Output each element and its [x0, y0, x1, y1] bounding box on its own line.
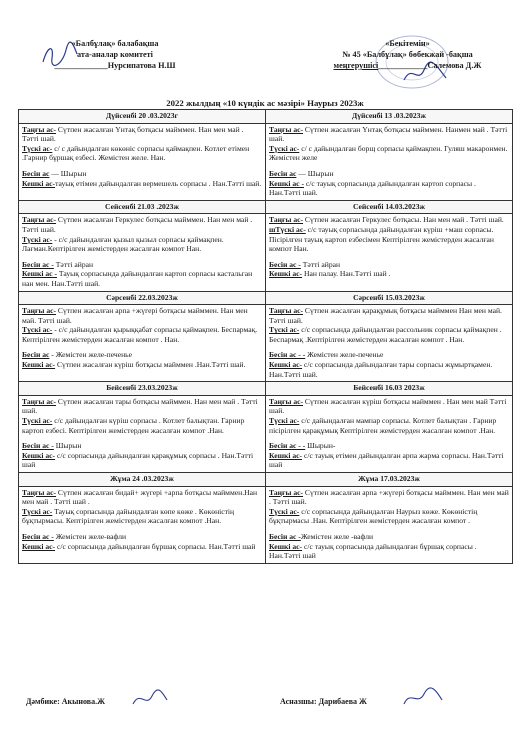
meal-label: Түскі ас-	[269, 416, 300, 426]
meal-label: Түскі ас-	[269, 506, 300, 516]
day-meals-row	[19, 305, 513, 382]
meal-item	[269, 306, 509, 325]
day-heading-left: Жұма 24 .03.2023ж	[19, 473, 266, 487]
meal-item	[269, 225, 509, 254]
meal-label: Кешкі ас-	[269, 541, 303, 551]
day-meals-row	[19, 214, 513, 291]
meal-label: Кешкі ас-	[269, 360, 303, 370]
meal-text: с/с тауық етімен дайындалған арпа жарма сорпасы. Нан.Тәтті шай	[269, 450, 504, 470]
meal-label: Түскі ас-	[269, 325, 300, 335]
day-heading-row	[19, 291, 513, 305]
menu-table	[18, 109, 513, 564]
meal-label: Кешкі ас-	[22, 360, 56, 370]
header-left-org: «Балбұлақ» балабақша	[71, 39, 159, 48]
meal-label: Таңғы ас-	[22, 124, 57, 134]
meal-label: Түскі ас-	[269, 143, 300, 153]
menu-table-body	[19, 110, 513, 564]
signature-footer-right-icon	[400, 686, 446, 710]
meal-label: Бесін ас -	[22, 531, 54, 541]
meal-item	[269, 125, 509, 144]
meal-label: Түскі ас-	[22, 416, 53, 426]
header-right-role: меңгерушісі	[333, 61, 379, 70]
meal-item	[269, 350, 509, 360]
meal-text: Сүтпен жасалған күріш ботқасы майммен .Нан.Тәтті шай.	[55, 360, 246, 370]
day-meals-row	[19, 395, 513, 472]
day-heading-row	[19, 473, 513, 487]
meal-label: шТүскі ас-	[269, 224, 306, 234]
meal-text: Тауық сорпасында дайындалған картоп сорпасы кастальган нан мен. Нан.Тәтті шай.	[22, 269, 253, 288]
meal-text: Сүтпен жасалған Геркулес ботқасы. Нан мен май . Тәтті шай.	[303, 215, 504, 225]
meal-item	[22, 306, 262, 325]
header-right-approve: «Бекітемін»	[385, 39, 430, 48]
header-right	[300, 38, 515, 71]
meal-item	[22, 260, 262, 270]
day-heading-right: Бейсенбі 16.03 2023ж	[266, 382, 513, 396]
meal-text: с/с дайындалған мампар сорпасы. Котлет балықтан . Гарнир пісірілген қарақұмық Кептірілген жемістерден жасалған компот .Нан.	[269, 416, 497, 435]
meal-text: с/с сорпасында дайындалған қарақұмық сорпасы . Нан.Тәтті шай	[22, 450, 254, 470]
meal-label: Таңғы ас-	[22, 306, 57, 316]
meal-item	[22, 325, 262, 344]
meal-item	[269, 179, 509, 198]
day-heading-left: Сәрсенбі 22.03.2023ж	[19, 291, 266, 305]
day-heading-left: Бейсенбі 23.03.2023ж	[19, 382, 266, 396]
meal-item	[269, 325, 509, 344]
header-left-committee: ата-аналар комитеті	[77, 50, 153, 59]
meal-text: Сүтпен жасалған арпа +жүгері ботқасы майммен. Нан мен май . Тәтті шай.	[269, 487, 509, 507]
day-meals-right	[266, 395, 513, 472]
day-meals-right	[266, 305, 513, 382]
footer-left: Дәмбике: Акынова.Ж	[26, 697, 106, 706]
meal-text: Жемістен желе-вафли	[53, 531, 127, 541]
meal-text: Шырын	[53, 441, 82, 451]
signature-footer-left-icon	[130, 688, 170, 710]
meal-label: Таңғы ас-	[269, 215, 304, 225]
meal-label: Кешкі ас-	[22, 178, 56, 188]
meal-text: Сүтпен жасалған бидай+ жүгері +арпа ботқасы майммен.Нан мен май . Тәтті шай .	[22, 487, 258, 507]
meal-label: Түскі ас-	[22, 506, 53, 516]
meal-text: с/с тауық сорпасында дайындалған бұршақ сорпасы . Нан.Тәтті шай	[269, 541, 477, 561]
meal-item	[269, 532, 509, 542]
meal-label: Таңғы ас-	[22, 487, 57, 497]
meal-text: Сүтпен жасалған қарақұмық ботқасы майммен Нан мен май. Тәтті шай.	[269, 306, 502, 325]
header-left	[30, 38, 200, 71]
day-heading-row	[19, 382, 513, 396]
meal-text: — Шырын	[296, 168, 334, 178]
meal-text: Жемістен желе-печенье	[305, 350, 384, 360]
meal-label: Бесін ас - -	[269, 350, 306, 360]
meal-label: Бесін ас -	[269, 259, 301, 269]
meal-text: с/с сорпасында дайындалған бұршақ сорпасы. Нан.Тәтті шай	[55, 541, 256, 551]
meal-item	[22, 532, 262, 542]
meal-item	[269, 215, 509, 225]
meal-item	[269, 360, 509, 379]
meal-item	[269, 416, 509, 435]
day-meals-right	[266, 214, 513, 291]
day-heading-row	[19, 200, 513, 214]
meal-text: — Шырын	[49, 168, 87, 178]
meal-text: Сүтпен жасалған Үнтақ ботқасы майммен. Нанмен май . Тәтті шай.	[269, 124, 508, 144]
meal-text: Сүтпен жасалған күріш ботқасы майммен . Нан мен май Тәтті шай.	[269, 396, 507, 416]
meal-text: Тәтті айран	[300, 259, 341, 269]
meal-item	[269, 542, 509, 561]
meal-item	[22, 215, 262, 234]
header-right-role-line	[300, 60, 515, 71]
meal-label: Таңғы ас-	[269, 124, 304, 134]
day-meals-row	[19, 123, 513, 200]
meal-item	[22, 488, 262, 507]
meal-label: Таңғы ас-	[269, 306, 304, 316]
meal-item	[22, 144, 262, 163]
day-meals-row	[19, 486, 513, 563]
day-meals-left	[19, 123, 266, 200]
meal-text: с/с сорпасында дайындалған Наурыз көже. Көкөністің бұқтырмасы .Нан. Кептірілген жемістерден жасалған компот .	[269, 506, 478, 526]
meal-label: Кешкі ас-	[269, 269, 303, 279]
meal-text: Нан палау. Нан.Тәтті шай .	[302, 269, 391, 279]
meal-item	[22, 269, 262, 288]
meal-item	[269, 507, 509, 526]
meal-label: Кешкі ас-	[269, 450, 303, 460]
meal-text: с/с дайындалған күріш сорпасы . Котлет балықтан. Гарнир картоп езбесі. Кептірілген жемістерден жасалған компот .Нан.	[22, 416, 245, 435]
day-meals-right	[266, 123, 513, 200]
meal-text: Тәтті айран	[53, 259, 94, 269]
meal-item	[269, 441, 509, 451]
day-meals-left	[19, 395, 266, 472]
meal-item	[269, 488, 509, 507]
meal-text: - с/с дайындалған қызыл қызыл сорпасы қаймақпен. Лағман.Кептірілген жемістерден жасалған компот Нан.	[22, 234, 224, 254]
meal-item	[22, 360, 262, 370]
meal-text: - с/с дайындалған қырыққабат сорпасы қаймақпен. Беспармақ. Кептірілген жемістерден жасалған компот . Нан.	[22, 325, 258, 344]
meal-item	[269, 451, 509, 470]
meal-item	[22, 397, 262, 416]
day-meals-left	[19, 305, 266, 382]
meal-item	[269, 260, 509, 270]
meal-text: с/с сорпасында дайындалған тары сорпасы жұмыртқамен. Нан.Тәтті шай.	[269, 360, 493, 379]
day-meals-left	[19, 486, 266, 563]
meal-text: Шырын-	[305, 441, 336, 451]
meal-item	[22, 125, 262, 144]
day-heading-left: Дүйсенбі 20 .03.2023г	[19, 110, 266, 124]
meal-item	[22, 169, 262, 179]
meal-label: Бесін ас	[22, 168, 50, 178]
meal-item	[22, 350, 262, 360]
meal-text: с/ с дайындалған көкөніс сорпасы қаймақпен. Котлет етімен .Гарнир бұршақ езбесі. Жемістен желе. Нан.	[22, 143, 250, 163]
meal-label: Кешкі ас -	[269, 178, 304, 188]
meal-label: Кешкі ас-	[22, 541, 56, 551]
meal-text: Сүтпен жасалған тары ботқасы майммен. Нан мен май . Тәтті шай.	[22, 396, 258, 416]
day-meals-right	[266, 486, 513, 563]
meal-label: Таңғы ас-	[22, 396, 57, 406]
meal-text: с/с тауық сорпасында дайындалған картоп сорпасы . Нан.Тәтті шай.	[269, 178, 476, 198]
meal-label: Бесін ас -	[22, 441, 54, 451]
meal-text: Сүтпен жасалған Геркулес ботқасы майммен. Нан мен май . Тәтті шай.	[22, 215, 253, 234]
header-left-signer: _____________Нурсипатова Н.Ш	[54, 61, 176, 70]
meal-text: - Жемістен желе-печенье	[49, 350, 132, 360]
meal-item	[269, 269, 509, 279]
footer-right: Асназшы: Дарибаева Ж	[280, 697, 367, 706]
meal-item	[22, 235, 262, 254]
meal-label: Таңғы ас-	[22, 215, 57, 225]
day-heading-right: Дүйсенбі 13 .03.2023ж	[266, 110, 513, 124]
meal-text: Сүтпен жасалған Үнтақ ботқасы майммен. Нан мен май . Тәтті шай.	[22, 124, 244, 144]
meal-item	[22, 441, 262, 451]
meal-text: Сүтпен жасалған арпа +жүгері ботқасы майммен. Нан мен май. Тәтті шай.	[22, 306, 248, 325]
day-heading-right: Сейсенбі 14.03.2023ж	[266, 200, 513, 214]
header-right-signer: ____________Салемова Д.Ж	[378, 61, 482, 70]
day-heading-right: Жұма 17.03.2023ж	[266, 473, 513, 487]
meal-item	[269, 144, 509, 163]
meal-label: Бесін ас -	[22, 259, 54, 269]
meal-label: Бесін ас -	[269, 531, 301, 541]
meal-item	[269, 169, 509, 179]
meal-text: с/с сорпасында дайындалған рассольник сорпасы қаймақпен . Беспармақ .Кептірілген жемістерден жасалған компот . Нан.	[269, 325, 502, 344]
meal-item	[22, 507, 262, 526]
day-heading-right: Сәрсенбі 15.03.2023ж	[266, 291, 513, 305]
meal-text: с/ с дайындалған борщ сорпасы қаймақпен. Гуляш макаронмен. Жемістен желе	[269, 143, 508, 163]
meal-item	[22, 542, 262, 552]
meal-item	[22, 416, 262, 435]
day-heading-left: Сейсенбі 21.03 .2023ж	[19, 200, 266, 214]
header-right-org: № 45 «Балбұлақ» бөбекжай -бақша	[342, 50, 473, 59]
day-meals-left	[19, 214, 266, 291]
meal-text: Тауық сорпасында дайындалған көпе көже . Көкөністің бұқтырмасы. Кептірілген жемістерден жасалған компот .Нан.	[22, 506, 235, 526]
meal-label: Түскі ас-	[22, 325, 53, 335]
meal-label: Таңғы ас-	[269, 396, 304, 406]
meal-label: Түскі ас-	[22, 234, 53, 244]
meal-item	[22, 179, 262, 189]
meal-label: Бесін ас - -	[269, 441, 306, 451]
meal-text: тауық етімен дайындалған вермешель сорпасы . Нан.Тәтті шай.	[55, 178, 262, 188]
meal-label: Бесін ас	[22, 350, 50, 360]
meal-label: Кешкі ас -	[22, 269, 57, 279]
meal-item	[22, 451, 262, 470]
day-heading-row	[19, 110, 513, 124]
meal-item	[269, 397, 509, 416]
meal-label: Түскі ас-	[22, 143, 53, 153]
meal-label: Кешкі ас-	[22, 450, 56, 460]
meal-label: Бесін ас	[269, 168, 297, 178]
page-title: 2022 жылдың «10 күндік ас мәзірі» Наурыз 2023ж	[166, 98, 364, 108]
meal-label: Таңғы ас-	[269, 487, 304, 497]
meal-text: Жемістен желе -вафли	[300, 531, 374, 541]
meal-text: с/с тауық сорпасында дайындалған күріш +маш сорпасы. Пісірілген тауық картоп езбесімен Кептірілген жемістерден жасалған компот Нан.	[269, 224, 494, 254]
